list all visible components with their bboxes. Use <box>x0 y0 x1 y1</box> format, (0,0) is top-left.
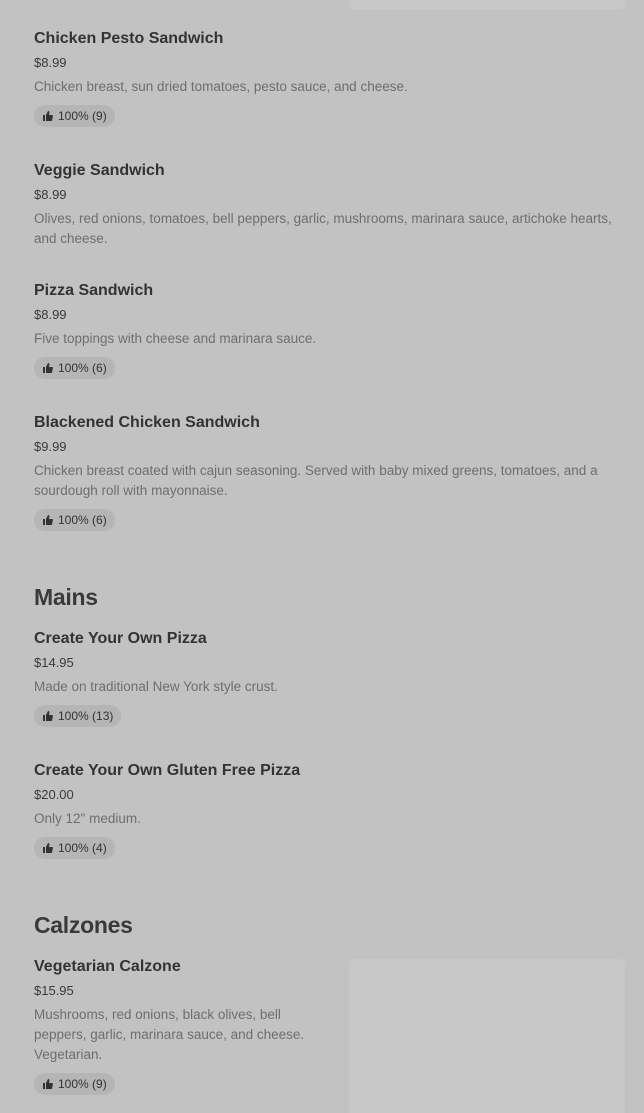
rating-text: 100% (6) <box>58 513 107 527</box>
item-description: Chicken breast coated with cajun seasoning. Served with baby mixed greens, tomatoes, and a sourdough roll with mayonnaise. <box>34 463 598 498</box>
rating-text: 100% (9) <box>58 109 107 123</box>
rating-badge <box>34 1073 115 1095</box>
item-name: Vegetarian Calzone <box>34 958 181 975</box>
rating-badge <box>34 357 115 379</box>
rating-text: 100% (9) <box>58 1077 107 1091</box>
menu-item[interactable] <box>34 957 334 1095</box>
item-name: Pizza Sandwich <box>34 282 154 299</box>
section-title-mains: Mains <box>34 584 98 610</box>
thumbs-up-icon <box>42 710 54 722</box>
thumbs-up-icon <box>42 1078 54 1090</box>
rating-text: 100% (4) <box>58 841 107 855</box>
item-price: $14.95 <box>34 655 74 670</box>
thumbs-up-icon <box>42 362 54 374</box>
item-name: Create Your Own Pizza <box>34 630 207 647</box>
item-price: $8.99 <box>34 187 67 202</box>
rating-badge <box>34 837 115 859</box>
rating-badge <box>34 105 115 127</box>
item-price: $9.99 <box>34 439 67 454</box>
item-description: Made on traditional New York style crust. <box>34 679 278 694</box>
item-image[interactable] <box>349 0 625 10</box>
item-description: Five toppings with cheese and marinara sauce. <box>34 331 317 346</box>
item-description: Only 12" medium. <box>34 811 141 826</box>
item-name: Create Your Own Gluten Free Pizza <box>34 762 301 779</box>
rating-text: 100% (13) <box>58 709 114 723</box>
item-price: $8.99 <box>34 55 67 70</box>
menu-item[interactable] <box>34 413 614 531</box>
section-title-calzones: Calzones <box>34 912 133 938</box>
rating-badge <box>34 509 115 531</box>
item-price: $20.00 <box>34 787 74 802</box>
thumbs-up-icon <box>42 110 54 122</box>
menu-item[interactable] <box>34 29 614 127</box>
thumbs-up-icon <box>42 842 54 854</box>
item-name: Blackened Chicken Sandwich <box>34 414 260 431</box>
item-name: Chicken Pesto Sandwich <box>34 30 224 47</box>
item-description: Mushrooms, red onions, black olives, bell peppers, garlic, marinara sauce, and cheese. Vegetarian. <box>34 1007 305 1062</box>
item-description: Olives, red onions, tomatoes, bell peppers, garlic, mushrooms, marinara sauce, artichoke hearts, and cheese. <box>34 211 612 246</box>
item-price: $8.99 <box>34 307 67 322</box>
item-name: Veggie Sandwich <box>34 162 165 179</box>
item-image[interactable] <box>349 959 625 1113</box>
menu-item[interactable] <box>34 761 614 859</box>
rating-badge <box>34 705 121 727</box>
menu-item[interactable] <box>34 161 614 249</box>
menu-item[interactable] <box>34 629 614 727</box>
menu-item[interactable] <box>34 281 614 379</box>
thumbs-up-icon <box>42 514 54 526</box>
item-price: $15.95 <box>34 983 74 998</box>
item-description: Chicken breast, sun dried tomatoes, pesto sauce, and cheese. <box>34 79 408 94</box>
rating-text: 100% (6) <box>58 361 107 375</box>
